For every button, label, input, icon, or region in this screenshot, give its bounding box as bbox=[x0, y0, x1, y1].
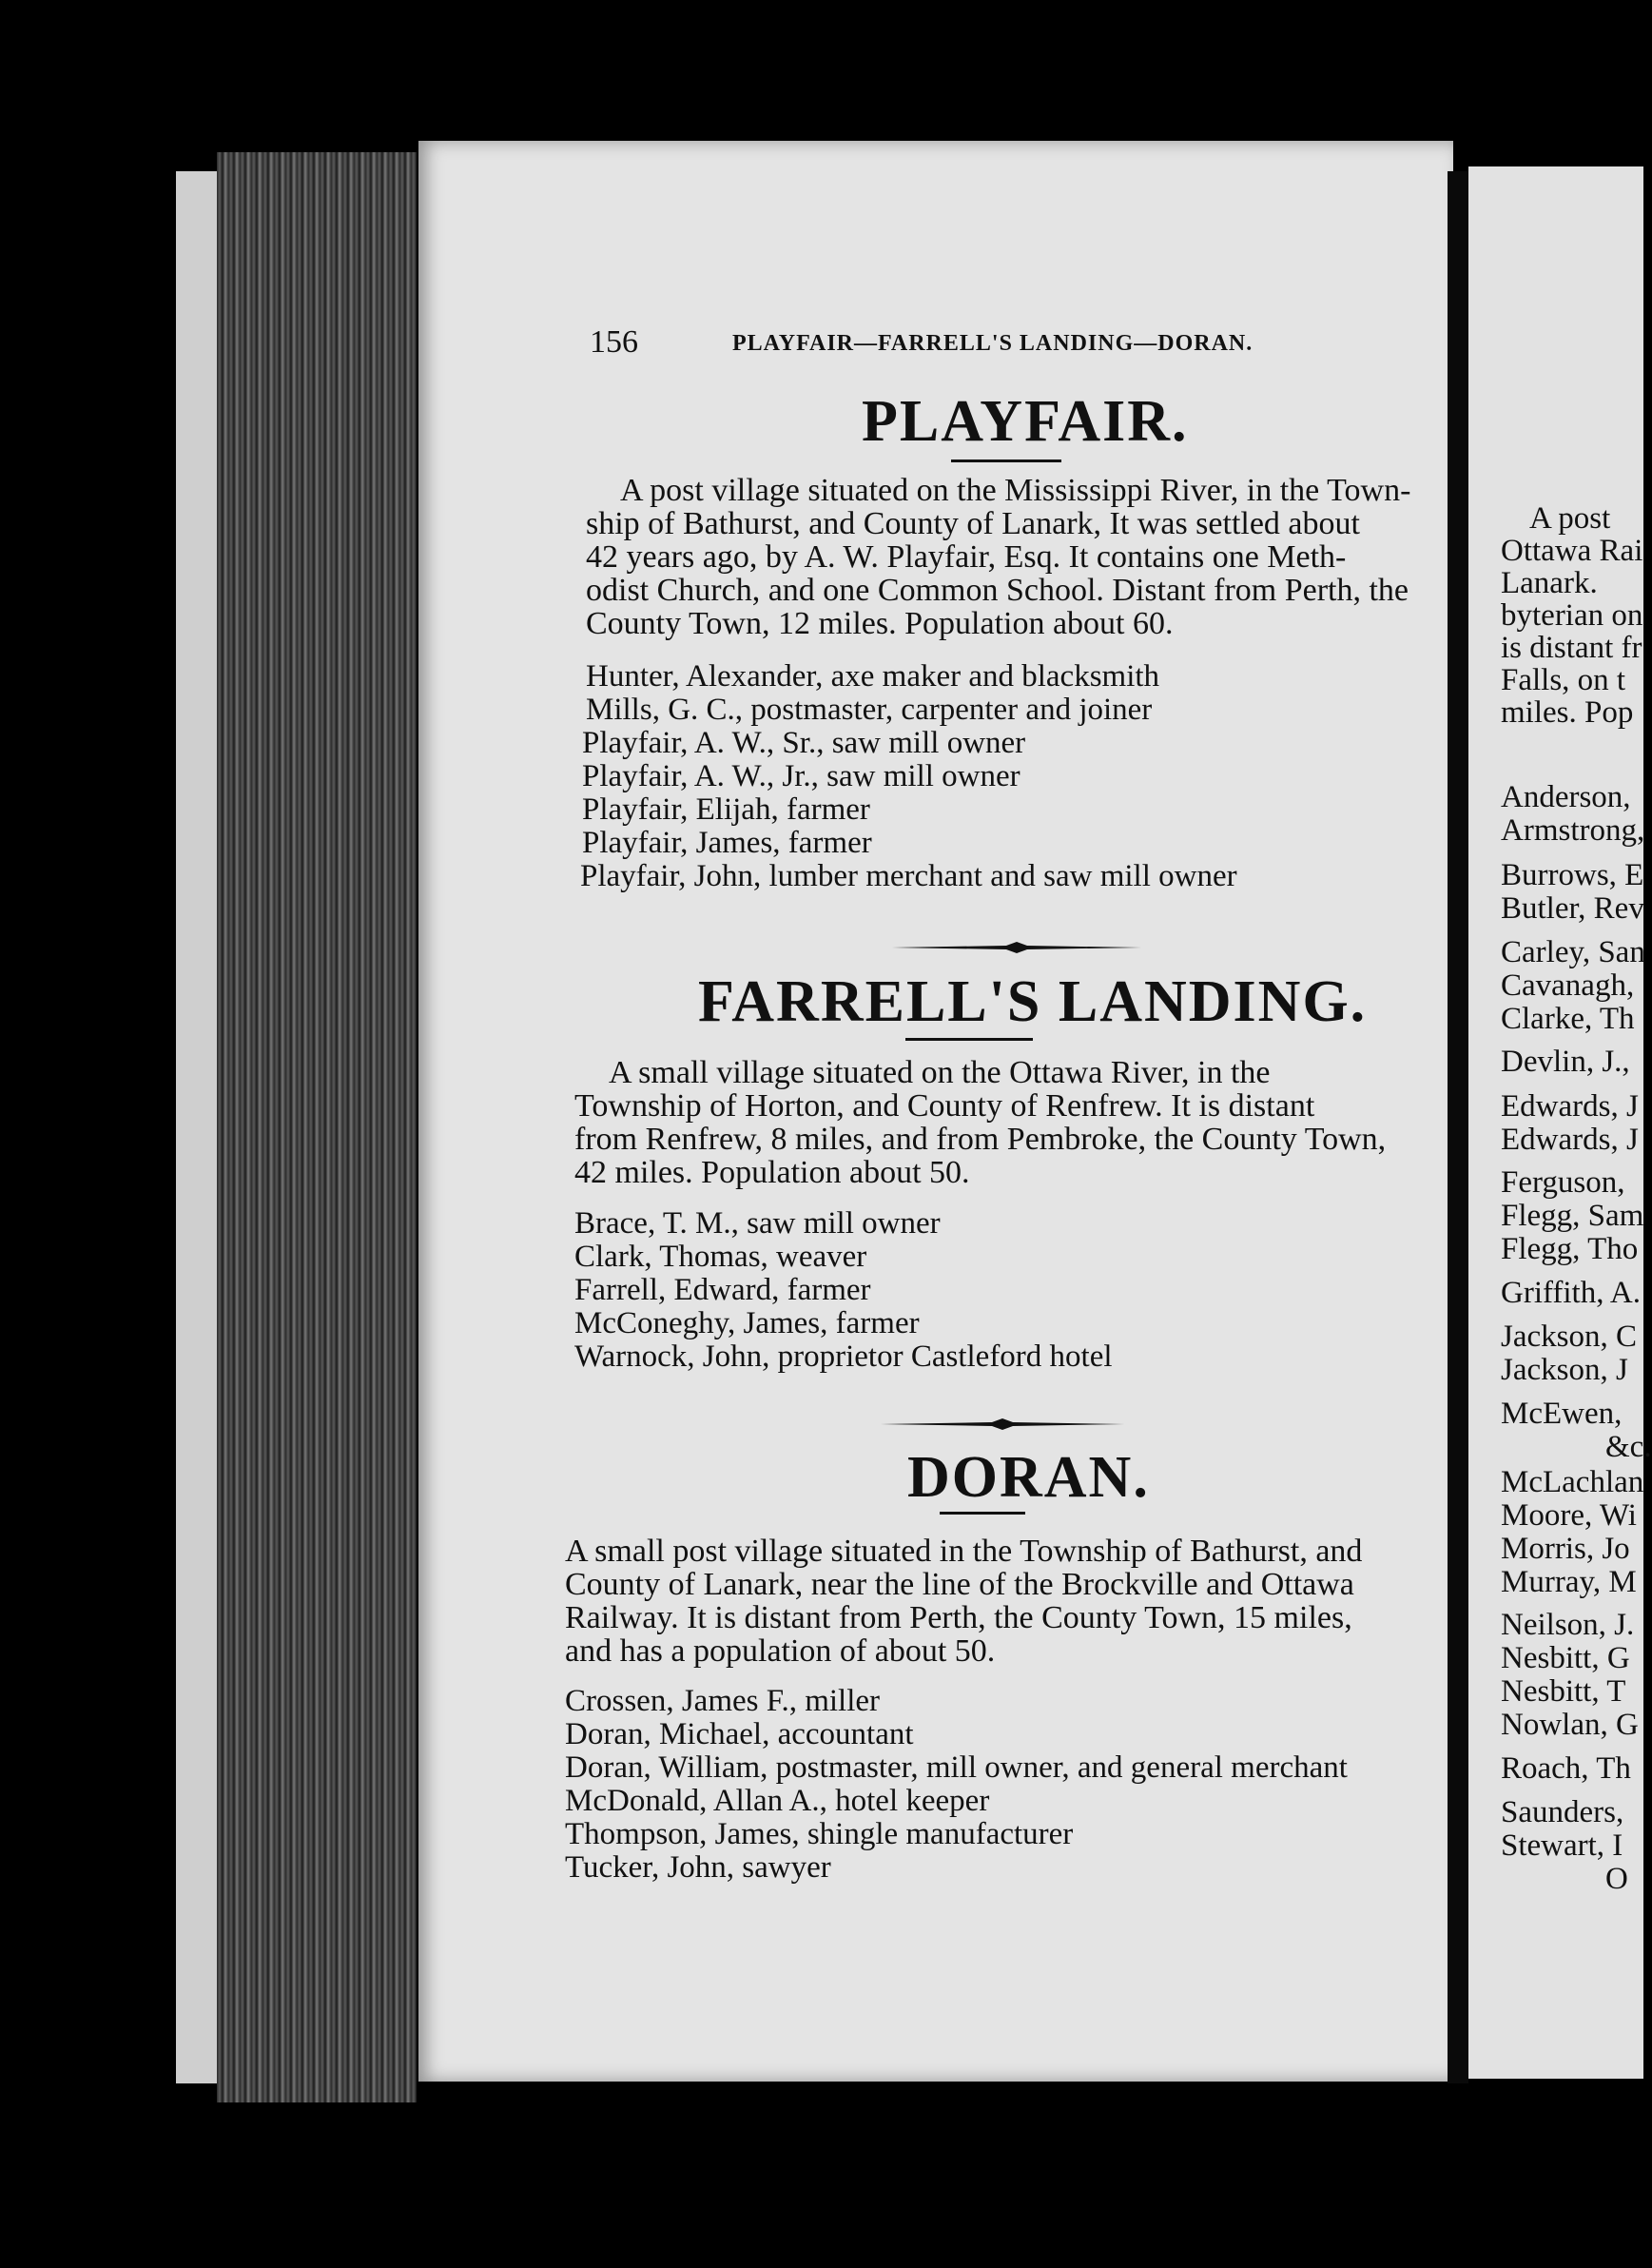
playfair-description bbox=[586, 474, 1423, 640]
right-fragment-line: Lanark. bbox=[1501, 566, 1598, 600]
desc-line: odist Church, and one Common School. Distant from Perth, the bbox=[586, 573, 1409, 608]
list-item: Doran, William, postmaster, mill owner, and general merchant bbox=[565, 1750, 1348, 1785]
desc-line: County Town, 12 miles. Population about 60. bbox=[586, 606, 1174, 641]
right-entry-fragment: Nowlan, G bbox=[1501, 1708, 1639, 1742]
right-entry-fragment: Anderson, bbox=[1501, 780, 1631, 814]
right-entry-fragment: Nesbitt, G bbox=[1501, 1641, 1630, 1675]
list-item: Warnock, John, proprietor Castleford hotel bbox=[574, 1339, 1113, 1374]
desc-line: County of Lanark, near the line of the Brockville and Ottawa bbox=[565, 1567, 1354, 1602]
right-fragment-line: is distant fr bbox=[1501, 631, 1642, 665]
right-entry-fragment: Edwards, J bbox=[1501, 1123, 1639, 1157]
right-entry-fragment: Moore, Wi bbox=[1501, 1498, 1637, 1533]
list-item: Farrell, Edward, farmer bbox=[574, 1273, 871, 1307]
right-entry-fragment: Jackson, J bbox=[1501, 1353, 1628, 1387]
section-title-doran: DORAN. bbox=[907, 1445, 1150, 1510]
title-underline bbox=[951, 459, 1061, 462]
right-entry-fragment: McLachlan bbox=[1501, 1465, 1644, 1499]
desc-line: A small village situated on the Ottawa River, in the bbox=[609, 1055, 1271, 1090]
right-entry-fragment: Burrows, E bbox=[1501, 858, 1644, 892]
desc-line: A post village situated on the Mississippi River, in the Town- bbox=[620, 473, 1411, 508]
right-fragment-line: miles. Pop bbox=[1501, 695, 1634, 730]
list-item: Playfair, James, farmer bbox=[582, 826, 872, 860]
section-divider-ornament bbox=[881, 1418, 1124, 1430]
right-entry-fragment: Roach, Th bbox=[1501, 1751, 1631, 1786]
right-entry-fragment: O bbox=[1605, 1862, 1628, 1896]
right-entry-fragment: Morris, Jo bbox=[1501, 1532, 1630, 1566]
right-entry-fragment: Cavanagh, bbox=[1501, 968, 1635, 1003]
desc-line: A small post village situated in the Township of Bathurst, and bbox=[565, 1534, 1363, 1569]
desc-line: Railway. It is distant from Perth, the County Town, 15 miles, bbox=[565, 1600, 1352, 1635]
left-page bbox=[418, 141, 1453, 2082]
right-entry-fragment: Butler, Rev bbox=[1501, 891, 1644, 926]
right-entry-fragment: Stewart, I bbox=[1501, 1828, 1623, 1863]
list-item: Hunter, Alexander, axe maker and blacksmith bbox=[586, 659, 1160, 694]
list-item: Brace, T. M., saw mill owner bbox=[574, 1206, 941, 1241]
desc-line: and has a population of about 50. bbox=[565, 1633, 996, 1669]
right-entry-fragment: Devlin, J., bbox=[1501, 1045, 1630, 1079]
right-entry-fragment: Clarke, Th bbox=[1501, 1002, 1635, 1036]
right-page-fragment bbox=[1468, 166, 1652, 2079]
list-item: McConeghy, James, farmer bbox=[574, 1306, 920, 1340]
running-head: PLAYFAIR—FARRELL'S LANDING—DORAN. bbox=[732, 331, 1254, 356]
right-fragment-line: A post bbox=[1529, 501, 1611, 536]
desc-line: Township of Horton, and County of Renfrew. It is distant bbox=[574, 1088, 1315, 1124]
book-gutter bbox=[1448, 171, 1468, 2083]
desc-line: from Renfrew, 8 miles, and from Pembroke, the County Town, bbox=[574, 1122, 1387, 1157]
title-underline bbox=[940, 1512, 1025, 1515]
list-item: Playfair, A. W., Sr., saw mill owner bbox=[582, 726, 1026, 760]
right-entry-fragment: Flegg, Sam bbox=[1501, 1199, 1644, 1233]
right-entry-fragment: Griffith, A. bbox=[1501, 1276, 1641, 1310]
right-entry-fragment: Edwards, J bbox=[1501, 1089, 1639, 1124]
title-underline bbox=[905, 1038, 1033, 1041]
right-entry-fragment: Ferguson, bbox=[1501, 1165, 1625, 1200]
right-entry-fragment: Armstrong, bbox=[1501, 813, 1645, 848]
page-number: 156 bbox=[590, 324, 638, 360]
list-item: Thompson, James, shingle manufacturer bbox=[565, 1817, 1074, 1851]
list-item: Crossen, James F., miller bbox=[565, 1684, 880, 1718]
right-fragment-line: Ottawa Rai bbox=[1501, 534, 1643, 568]
right-fragment-line: Falls, on t bbox=[1501, 663, 1626, 697]
list-item: Playfair, Elijah, farmer bbox=[582, 792, 870, 827]
list-item: Tucker, John, sawyer bbox=[565, 1850, 831, 1885]
section-title-farrells-landing: FARRELL'S LANDING. bbox=[698, 969, 1368, 1034]
book-spine-edge bbox=[217, 152, 417, 2102]
right-fragment-line: byterian on bbox=[1501, 598, 1643, 633]
section-divider-ornament bbox=[892, 942, 1141, 953]
right-entry-fragment: Nesbitt, T bbox=[1501, 1674, 1626, 1709]
list-item: Playfair, A. W., Jr., saw mill owner bbox=[582, 759, 1020, 793]
right-entry-fragment: &c. bbox=[1605, 1430, 1652, 1464]
desc-line: 42 miles. Population about 50. bbox=[574, 1155, 970, 1190]
list-item: McDonald, Allan A., hotel keeper bbox=[565, 1784, 990, 1818]
list-item: Playfair, John, lumber merchant and saw mill owner bbox=[580, 859, 1237, 893]
list-item: Doran, Michael, accountant bbox=[565, 1717, 914, 1751]
right-entry-fragment: Neilson, J. bbox=[1501, 1608, 1635, 1642]
farrells-landing-description bbox=[574, 1056, 1423, 1189]
list-item: Clark, Thomas, weaver bbox=[574, 1240, 867, 1274]
right-entry-fragment: Flegg, Tho bbox=[1501, 1232, 1639, 1266]
list-item: Mills, G. C., postmaster, carpenter and joiner bbox=[586, 693, 1153, 727]
section-title-playfair: PLAYFAIR. bbox=[862, 389, 1189, 454]
desc-line: 42 years ago, by A. W. Playfair, Esq. It contains one Meth- bbox=[586, 539, 1347, 575]
right-entry-fragment: Murray, M bbox=[1501, 1565, 1637, 1599]
right-entry-fragment: Jackson, C bbox=[1501, 1320, 1637, 1354]
right-entry-fragment: McEwen, bbox=[1501, 1397, 1623, 1431]
right-entry-fragment: Saunders, bbox=[1501, 1795, 1624, 1829]
right-entry-fragment: Carley, San bbox=[1501, 935, 1645, 969]
desc-line: ship of Bathurst, and County of Lanark, It was settled about bbox=[586, 506, 1360, 541]
doran-description bbox=[565, 1535, 1427, 1668]
